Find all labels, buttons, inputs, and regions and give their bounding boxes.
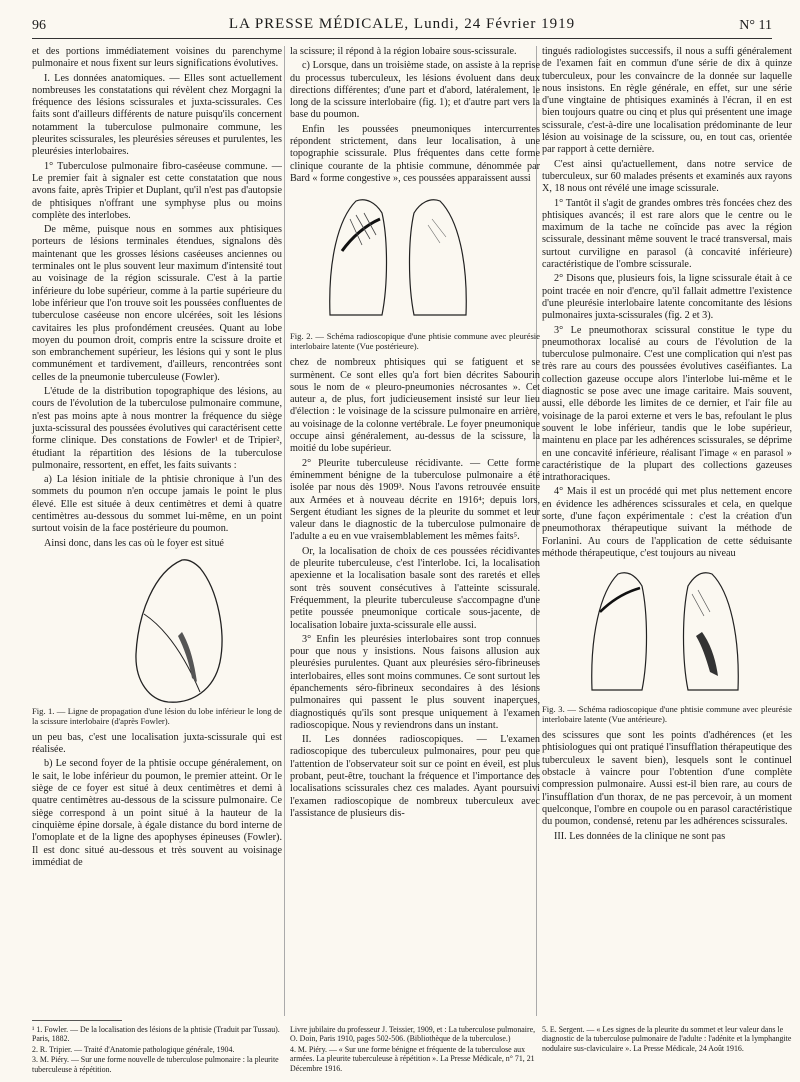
paragraph: Ainsi donc, dans les cas où le foyer est situé <box>44 537 224 549</box>
paragraph: 4° Mais il est un procédé qui met plus nettement encore en évidence les adhérences scissurales et cela, en quelque sorte, d'une façon expérimentale : c'est la création d'un pneumothorax thérapeutique suivant la méthode de Forlanini. Au cours de l'application de cette séduisante méthode thérapeutique, c'est toujours au niveau <box>542 486 792 559</box>
paragraph: chez de nombreux phtisiques qui se fatiguent et se surmènent. Ce sont elles qu'a fort bien décrites Sabourin sous le nom de « pleuro-pneumonies nécrosantes ». Cet auteur a, de plus, fort judicieusement insisté sur leur lieu d'élection : le voisinage de la scissure pulmonaire en arrière, au voisinage de la colonne vertébrale. Le foyer pneumonique occupe ainsi généralement, au-dessus de la scissure, la moitié du lobe supérieur. <box>290 357 540 455</box>
chest-radioscopy-anterior <box>542 564 792 702</box>
paragraph: et des portions immédiatement voisines du parenchyme pulmonaire et nous fixent sur leurs significations évolutives. <box>32 46 282 70</box>
paragraph: 3° Le pneumothorax scissural constitue le type du pneumothorax localisé au cours de l'évolution de la tuberculose pulmonaire. C'est une complication qui n'est pas très rare au cours des poussées évolutives caséifiantes. La collection gazeuse occupe alors l'interlobe lui-même et le diagnostic se pose avec une image caritaire. Mais souvent, aussi, elle déborde les limites de ce dernier, et l'air file au voisinage de la paroi externe et vers le bas, refoulant le plus souvent le lobe inférieur, tandis que le lobe supérieur, maintenu en place par les adhérences scissurales, se déprime en une concavité inférieure, réalisant l'image « en parasol » caractéristique de la plupart des collections gazeuses intrathoraciques. <box>542 324 792 484</box>
paragraph: Enfin les poussées pneumoniques intercurrentes répondent strictement, dans leur localisation, à une topographie scissurale. Plus fréquentes dans cette forme clinique courante de la phtisie commune, dénommée par Bard « forme congestive », ces poussées apparaissent aussi <box>290 123 540 184</box>
column-2 <box>290 46 540 822</box>
section-radioscopic: II. Les données radioscopiques. — L'examen radioscopique des tuberculeux pulmonaires, pour peu que l'attention de l'observateur soit sur ce point en éveil, est plus probant, peut-être, touchant la fréquence et l'importance des localisations scissurales chez ces malades. Ayant poursuivi l'examen radioscopique de nombreux tuberculeux avec l'assistance de plusieurs dis- <box>290 734 540 819</box>
paragraph: des scissures que sont les points d'adhérences (et les phtisiologues qui ont pratiqué l'insufflation thérapeutique des tuberculeux le savent bien), lesquels sont le continuel obstacle à vaincre pour l'obtention d'une complète compression pulmonaire. Aussi est-il bien rare, au cours de l'insufflation d'un thorax, de ne pas percevoir, à un moment quelconque, l'ombre en coupole ou en parasol caractéristique du poumon, condensé, retenu par les adhérences scissurales. <box>542 730 792 828</box>
paragraph: C'est ainsi qu'actuellement, dans notre service de tuberculeux, sur 60 malades présents et examinés aux rayons X, 18 nous ont révélé une image scissurale. <box>542 158 792 195</box>
paragraph: L'étude de la distribution topographique des lésions, au cours de l'évolution de la tuberculose pulmonaire commune, n'est pas moins apte à nous montrer la fréquence du siège juxta-scissural des poussées évolutives qui caractérisent cette forme clinique. Des constations de Fowler¹ et de Tripier², étudiant la répartition des lésions de la tuberculose pulmonaire, ressortent, en effet, les faits suivants : <box>32 386 282 471</box>
issue-number: N° 11 <box>739 18 772 33</box>
footnote: Livre jubilaire du professeur J. Teissier, 1909, et : La tuberculose pulmonaire, O. Doin, Paris 1910, pages 502-506. (Bibliothèque de la tuberculose.) <box>290 1025 536 1044</box>
column-rule <box>284 46 285 1016</box>
column-3 <box>542 46 792 845</box>
figure-2 <box>290 189 540 351</box>
paragraph: a) La lésion initiale de la phtisie chronique à l'un des sommets du poumon n'en occupe jamais le point le plus élevé. Elle est située à deux centimètres et demi à quatre centimètres au-dessous du sommet lui-même, en un point surtout voisin de la face postérieure du poumon. <box>32 474 282 535</box>
figure-1 <box>32 554 282 726</box>
footnote: ¹ 1. Fowler. — De la localisation des lésions de la phtisie (Traduit par Tussau). Paris, 1882. <box>32 1025 280 1044</box>
paragraph: 2° Pleurite tuberculeuse récidivante. — Cette forme éminemment bénigne de la tuberculose pulmonaire a été isolée par nous dès 1909³. Nous l'avons retrouvée ensuite aux Armées et à nouveau décrite en 1916⁴; depuis lors, Sergent étudiant les signes de la pleurite du sommet et leur valeur dans le diagnostic de la tuberculose pulmonaire de l'adulte a eu en vue vraisemblablement les mêmes faits⁵. <box>290 457 540 543</box>
footnote: 3. M. Piéry. — Sur une forme nouvelle de tuberculose pulmonaire : la pleurite tuberculeuse à répétition. <box>32 1055 279 1074</box>
page-number: 96 <box>32 18 46 33</box>
paragraph: un peu bas, c'est une localisation juxta-scissurale qui est réalisée. <box>32 731 282 756</box>
paragraph: la scissure; il répond à la région lobaire sous-scissurale. <box>290 46 517 57</box>
paragraph: tingués radiologistes successifs, il nous a suffi généralement de l'examen fait en commun d'une série de dix à quinze tuberculeux, pour les convaincre de la donnée sur laquelle nous insistons. En règle générale, en effet, sur une série d'une vingtaine de phtisiques examinés à l'écran, il en est bien toujours quatre ou cinq et plus qui présentent une image scissurale, c'est-à-dire une localisation prédominante de leur lésion au voisinage de la scissure, ou, en tout cas, orientée par rapport à cette dernière. <box>542 46 792 156</box>
paragraph: 1° Tuberculose pulmonaire fibro-caséeuse commune. — Le premier fait à signaler est cette constatation que nous avons faite, après Tripier et Duplant, qu'il n'est pas d'autopsie de phtisiques n'offrant une symphyse plus ou moins complète des interlobes. <box>32 160 282 221</box>
section-clinical: III. Les données de la clinique ne sont pas <box>554 830 726 842</box>
chest-radioscopy-posterior <box>290 189 540 329</box>
footnotes-col1 <box>32 1025 282 1075</box>
figure-1-caption: Fig. 1. — Ligne de propagation d'une lésion du lobe inférieur le long de la scissure interlobaire (d'après Fowler). <box>32 705 282 726</box>
footnotes-col2 <box>290 1025 540 1074</box>
paragraph: 1° Tantôt il s'agit de grandes ombres très foncées chez des phtisiques avancés; il est rare alors que le centre ou le maximum de la tache ne coïncide pas avec la région scissurale, dessinant même souvent le tracé transversal, mais surtout curviligne en parasol (à concavité inférieure) caractéristique de l'ombre scissurale. <box>542 197 792 271</box>
footnote: 2. R. Tripier. — Traité d'Anatomie pathologique générale, 1904. <box>32 1044 235 1054</box>
footnote-rule <box>32 1020 122 1021</box>
paragraph: De même, puisque nous en sommes aux phtisiques porteurs de lésions terminales étendues, signalons dès maintenant que les grosses lésions caséeuses anciennes ou terminales ont le plus souvent leur maximum d'intensité tout au voisinage de la région scissurale. C'est à la partie inférieure du lobe supérieur, comme à la partie supérieure du lobe inférieur que l'on trouve soit les poussées confluentes de tuberculose caséeuse non encore ulcérées, soit les lésions cavitaires les plus profondément creusées. Quant au lobe moyen du poumon droit, compris entre la scissure droite et son embranchement supérieur, les lésions qui y sont le plus communément et tardivement, d'ailleurs, rencontrées sont celles de la pneumonie tuberculeuse (Fowler). <box>32 224 282 383</box>
paragraph: c) Lorsque, dans un troisième stade, on assiste à la reprise du processus tuberculeux, les lésions évoluent dans deux directions différentes; d'une part et d'abord, latéralement, le long de la scissure interlobaire (fig. 1); et d'autre part vers la base du poumon. <box>290 60 540 121</box>
page-header <box>32 16 772 39</box>
paragraph: b) Le second foyer de la phtisie occupe généralement, on le sait, le lobe inférieur du poumon, le premier atteint. Or le siège de ce foyer est situé à deux centimètres et demi à quatre centimètres au-dessous de la scissure pulmonaire. Ce siège correspond à un point situé à la hauteur de la cinquième épine dorsale, à égale distance du bord interne de l'omoplate et de la ligne des apophyses épineuses (Fowler). Il est donc situé au-dessous et très souvent au voisinage immédiat de <box>32 758 282 868</box>
paragraph: 3° Enfin les pleurésies interlobaires sont trop connues pour que nous y insistions. Nous faisons allusion aux pleurésies purulentes. Quant aux pleurésies séro-fibrineuses interlobaires, elles sont moins communes. Ce sont surtout les épanchements séro-fibrineux secondaires à des lésions pulmonaires qui passent le plus souvent inaperçues, diagnostiqués qu'ils sont presque uniquement à l'examen radioscopique. Nous y reviendrons dans un instant. <box>290 633 540 731</box>
footnote: 5. E. Sergent. — « Les signes de la pleurite du sommet et leur valeur dans le diagnostic de la tuberculose pulmonaire de l'adulte : l'adénite et la lymphangite nodulaire sus-claviculaire ». La Presse Médicale, 24 Août 1916. <box>542 1025 792 1053</box>
figure-2-caption: Fig. 2. — Schéma radioscopique d'une phtisie commune avec pleurésie interlobaire latente (Vue postérieure). <box>290 331 540 352</box>
figure-3 <box>542 564 792 724</box>
lung-lobe-diagram <box>32 554 282 704</box>
paragraph: Or, la localisation de choix de ces poussées récidivantes de pleurite tuberculeuse, c'est l'interlobe. Ici, la localisation apexienne et la localisation basale sont des raretés et elles sont très souvent consécutives à l'atteinte scissurale. Fréquemment, la pleurite tuberculeuse s'accompagne d'une petite poussée pneumonique corticale sous-jacente, de localisation lobaire juxta-scissurale elle aussi. <box>290 545 540 631</box>
footnote: 4. M. Piéry. — « Sur une forme bénigne et fréquente de la tuberculose aux armées. La pleurite tuberculeuse à répétition ». La Presse Médicale, n° 71, 21 Décembre 1916. <box>290 1044 535 1073</box>
paragraph: 2° Disons que, plusieurs fois, la ligne scissurale était à ce point tracée en noir d'encre, qu'il fallait admettre l'existence d'une pleurésie interlobaire latente concomitante des lésions pulmonaires juxta-scissurales (fig. 2 et 3). <box>542 273 792 322</box>
column-1 <box>32 46 282 871</box>
journal-title: LA PRESSE MÉDICALE, Lundi, 24 Février 1919 <box>228 16 576 32</box>
section-anatomical: I. Les données anatomiques. — Elles sont actuellement nombreuses les constatations qui révèlent chez Morgagni la fréquence des lésions scissurales et juxta-scissurales. Ces faits sont d'ailleurs différents de nature puisqu'ils concernent notamment la tuberculose pulmonaire commune, les pleurites scissurales, les pleurésies séreuses et purulentes, les pleurésies interlobaires. <box>32 72 282 158</box>
figure-3-caption: Fig. 3. — Schéma radioscopique d'une phtisie commune avec pleurésie interlobaire latente (Vue antérieure). <box>542 704 792 725</box>
footnotes-col3 <box>542 1025 792 1054</box>
